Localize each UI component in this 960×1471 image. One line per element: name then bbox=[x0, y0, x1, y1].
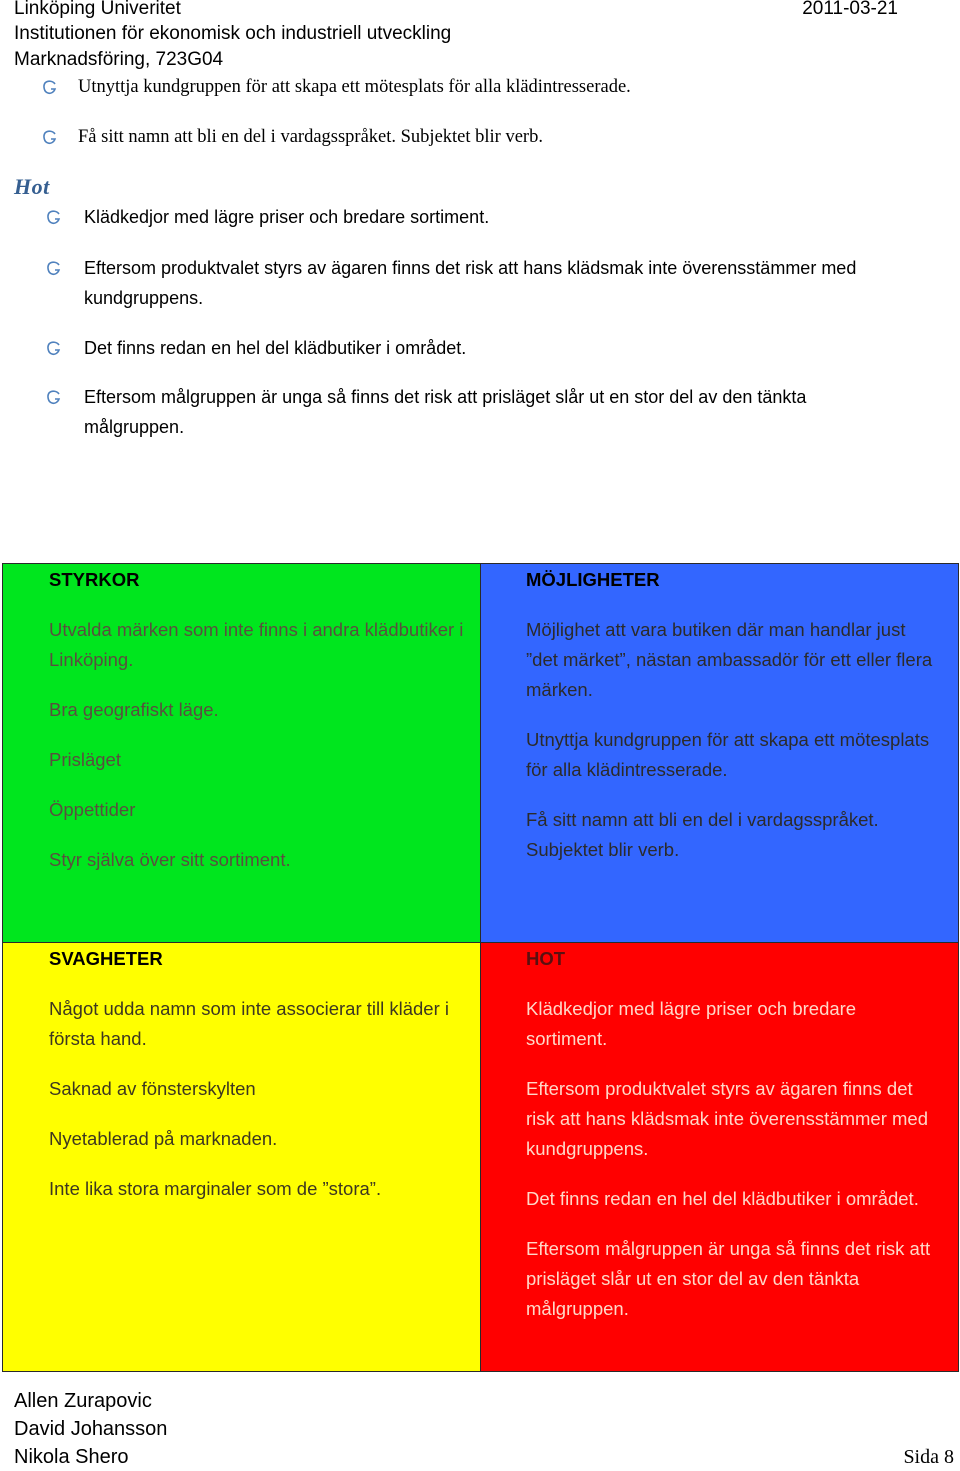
bullet-text: Eftersom produktvalet styrs av ägaren finns det risk att hans klädsmak inte överensstämmer med kundgruppens. bbox=[84, 258, 857, 308]
leaf-bullet-icon bbox=[46, 209, 62, 227]
document-date: 2011-03-21 bbox=[802, 0, 898, 19]
swot-opportunities-cell bbox=[480, 563, 959, 943]
swot-item: Utnyttja kundgruppen för att skapa ett mötesplats för alla klädintresserade. bbox=[526, 729, 930, 780]
page-number: Sida 8 bbox=[903, 1446, 954, 1468]
bullet-text: Utnyttja kundgruppen för att skapa ett mötesplats för alla klädintresserade. bbox=[78, 77, 631, 97]
author-name: David Johansson bbox=[14, 1418, 168, 1440]
swot-item: Prisläget bbox=[49, 749, 121, 770]
leaf-bullet-icon bbox=[46, 389, 62, 407]
swot-weaknesses-title: SVAGHETER bbox=[49, 948, 163, 969]
swot-item: Inte lika stora marginaler som de ”stora”. bbox=[49, 1178, 382, 1199]
swot-item: Det finns redan en hel del klädbutiker i området. bbox=[526, 1188, 919, 1209]
bullet-text: Det finns redan en hel del klädbutiker i området. bbox=[84, 338, 467, 358]
swot-threats-cell bbox=[480, 942, 959, 1372]
leaf-bullet-icon bbox=[46, 340, 62, 358]
swot-item: Styr själva över sitt sortiment. bbox=[49, 849, 291, 870]
bullet-text: Eftersom målgruppen är unga så finns det risk att prisläget slår ut en stor del av den tänkta målgruppen. bbox=[84, 387, 807, 437]
leaf-bullet-icon bbox=[42, 129, 58, 147]
swot-item: Bra geografiskt läge. bbox=[49, 699, 219, 720]
swot-opportunities-title: MÖJLIGHETER bbox=[526, 569, 660, 590]
swot-item: Eftersom målgruppen är unga så finns det risk att prisläget slår ut en stor del av den tänkta målgruppen. bbox=[526, 1238, 931, 1319]
swot-item: Eftersom produktvalet styrs av ägaren finns det risk att hans klädsmak inte överensstämmer med kundgruppens. bbox=[526, 1078, 929, 1159]
swot-strengths-cell bbox=[2, 563, 481, 943]
swot-item: Saknad av fönsterskylten bbox=[49, 1078, 256, 1099]
swot-item: Något udda namn som inte associerar till kläder i första hand. bbox=[49, 998, 449, 1049]
swot-weaknesses-cell bbox=[2, 942, 481, 1372]
swot-threats-title: HOT bbox=[526, 948, 566, 969]
university-name: Linköping Univeritet bbox=[14, 0, 181, 19]
swot-item: Klädkedjor med lägre priser och bredare sortiment. bbox=[526, 998, 857, 1049]
author-name: Allen Zurapovic bbox=[14, 1390, 152, 1412]
section-heading-hot: Hot bbox=[14, 174, 50, 199]
swot-item: Utvalda märken som inte finns i andra klädbutiker i Linköping. bbox=[49, 619, 464, 670]
leaf-bullet-icon bbox=[46, 260, 62, 278]
leaf-bullet-icon bbox=[42, 79, 58, 97]
swot-item: Möjlighet att vara butiken där man handlar just ”det märket”, nästan ambassadör för ett eller flera märken. bbox=[526, 619, 933, 700]
swot-item: Nyetablerad på marknaden. bbox=[49, 1128, 278, 1149]
swot-strengths-title: STYRKOR bbox=[49, 569, 140, 590]
institution-name: Institutionen för ekonomisk och industriell utveckling bbox=[14, 23, 452, 44]
bullet-text: Klädkedjor med lägre priser och bredare sortiment. bbox=[84, 207, 490, 227]
bullet-text: Få sitt namn att bli en del i vardagsspråket. Subjektet blir verb. bbox=[78, 127, 543, 147]
course-name: Marknadsföring, 723G04 bbox=[14, 49, 224, 70]
swot-item: Få sitt namn att bli en del i vardagsspråket. Subjektet blir verb. bbox=[526, 809, 879, 860]
swot-item: Öppettider bbox=[49, 799, 136, 820]
author-name: Nikola Shero bbox=[14, 1446, 129, 1468]
